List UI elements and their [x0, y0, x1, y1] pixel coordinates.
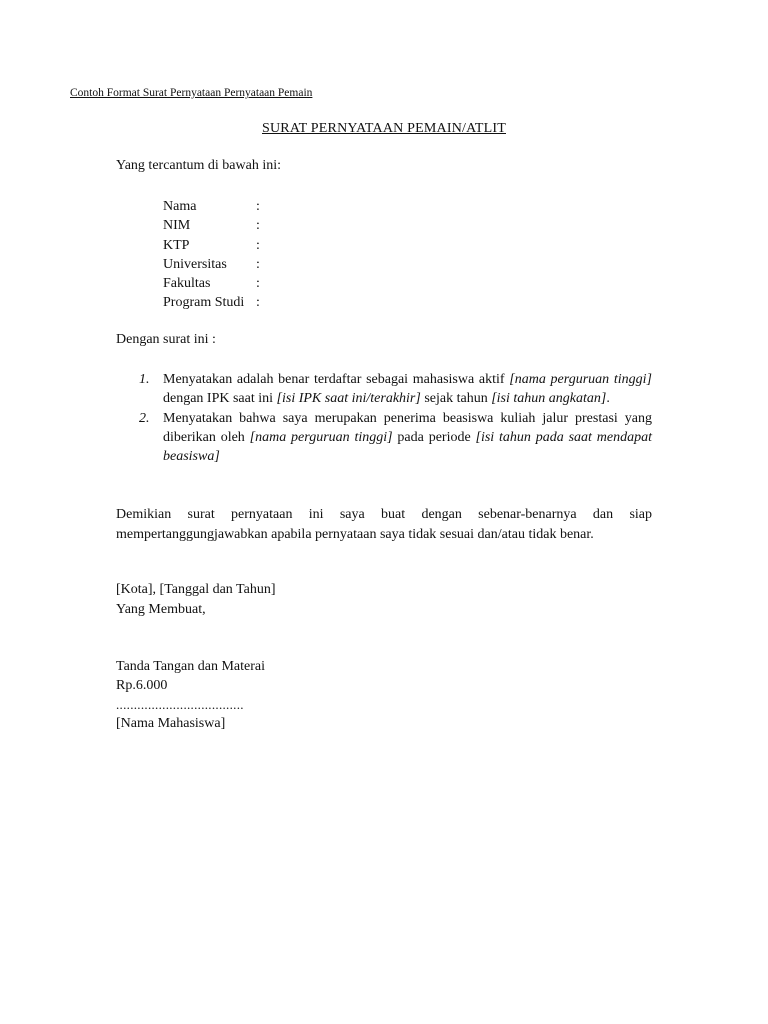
- list-text: [163, 370, 652, 409]
- text-run: Menyatakan adalah benar terdaftar sebagai mahasiswa aktif: [163, 372, 510, 387]
- text-run: .: [606, 391, 610, 407]
- placeholder-text: [isi tahun angkatan]: [491, 391, 607, 407]
- field-label: Program Studi: [163, 295, 245, 311]
- field-colon: :: [256, 256, 260, 272]
- placeholder-text: [isi tahun pada saat mendapat beasiswa]: [163, 429, 652, 465]
- field-row-universitas: [163, 255, 266, 274]
- signature-label: Tanda Tangan dan Materai: [116, 659, 265, 674]
- placeholder-text: [nama perguruan tinggi]: [249, 429, 393, 445]
- city-date: [Kota], [Tanggal dan Tahun]: [116, 582, 276, 597]
- document-title: SURAT PERNYATAAN PEMAIN/ATLIT: [262, 121, 506, 136]
- list-text: [163, 409, 652, 467]
- field-row-nim: [163, 216, 266, 235]
- field-colon: :: [256, 276, 260, 292]
- identity-fields: [163, 197, 266, 313]
- field-row-nama: [163, 197, 266, 216]
- statement-list: [116, 370, 652, 466]
- text-run: sejak tahun: [420, 391, 492, 407]
- field-row-fakultas: [163, 274, 266, 293]
- list-item: [116, 409, 652, 467]
- list-item: [116, 370, 652, 409]
- text-run: dengan IPK saat ini: [163, 391, 277, 407]
- placeholder-text: [nama perguruan tinggi]: [509, 372, 652, 387]
- field-colon: :: [256, 295, 260, 311]
- field-row-program-studi: [163, 293, 266, 312]
- header-note: Contoh Format Surat Pernyataan Pernyataan Pemain: [70, 87, 313, 99]
- student-name: [Nama Mahasiswa]: [116, 716, 226, 731]
- field-label: KTP: [163, 237, 190, 253]
- maker-label: Yang Membuat,: [116, 602, 206, 617]
- intro-text: Yang tercantum di bawah ini:: [116, 158, 281, 173]
- statement-lead: Dengan surat ini :: [116, 332, 216, 347]
- field-colon: :: [256, 199, 260, 214]
- signature-line: ....................................: [116, 697, 244, 712]
- list-number: 2.: [139, 410, 150, 426]
- closing-paragraph: Demikian surat pernyataan ini saya buat dengan sebenar-benarnya dan siap mempertanggungjawabkan apabila pernyataan saya tidak sesuai dan/atau tidak benar.: [116, 507, 652, 542]
- field-label: NIM: [163, 218, 191, 234]
- field-label: Universitas: [163, 256, 227, 272]
- stamp-value: Rp.6.000: [116, 678, 168, 693]
- placeholder-text: [isi IPK saat ini/terakhir]: [276, 391, 421, 407]
- field-label: Fakultas: [163, 276, 211, 292]
- text-run: Menyatakan bahwa saya merupakan penerima beasiswa kuliah jalur prestasi yang diberikan oleh: [163, 410, 652, 445]
- field-colon: :: [256, 218, 260, 234]
- field-row-ktp: [163, 236, 266, 255]
- text-run: pada periode: [392, 429, 476, 445]
- field-label: Nama: [163, 199, 197, 214]
- field-colon: :: [256, 237, 260, 253]
- list-number: 1.: [139, 372, 150, 387]
